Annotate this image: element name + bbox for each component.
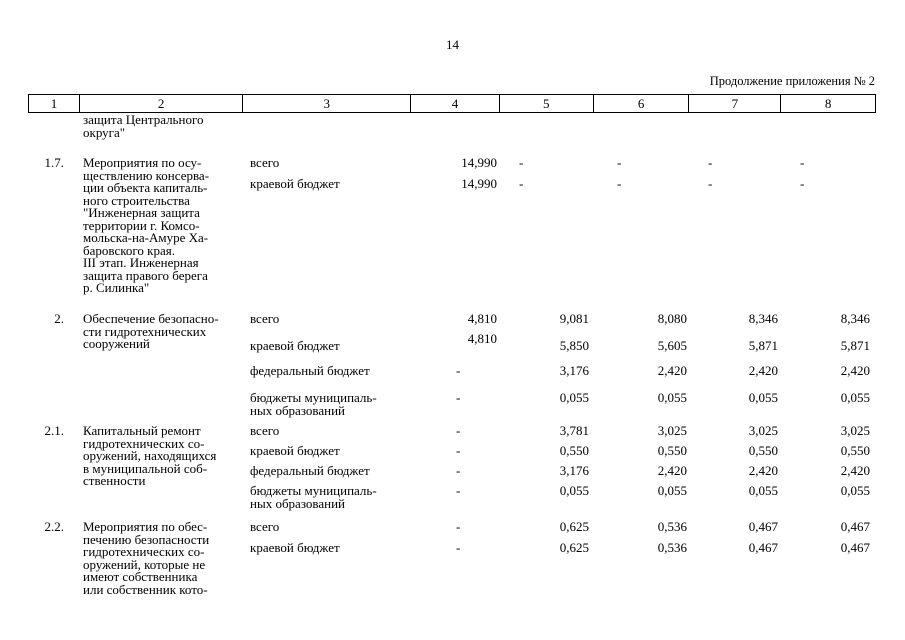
row-name-line: р. Силинка" bbox=[83, 280, 150, 295]
funding-source: краевой бюджет bbox=[250, 443, 340, 458]
value-cell: 3,025 bbox=[840, 423, 870, 438]
row-name-line: Капитальный ремонт bbox=[83, 423, 201, 438]
carry-over-text: защита Центрального bbox=[83, 112, 204, 127]
row-number: 2. bbox=[54, 311, 64, 326]
row-name-line: оружений, которые не bbox=[83, 556, 206, 572]
value-cell: 2,420 bbox=[748, 463, 778, 478]
funding-source: бюджеты муниципаль- bbox=[250, 483, 377, 498]
row-number: 1.7. bbox=[44, 155, 64, 170]
row-name-line: имеют собственника bbox=[83, 569, 198, 584]
value-cell: 5,605 bbox=[657, 338, 687, 353]
funding-source: федеральный бюджет bbox=[250, 363, 370, 378]
row-name-line: Мероприятия по осу- bbox=[83, 155, 202, 170]
value-cell: 8,346 bbox=[840, 311, 870, 326]
row-name-line: или собственник кото- bbox=[83, 581, 208, 597]
value-cell: - bbox=[519, 176, 524, 191]
row-name-line: гидротехнических со- bbox=[83, 544, 205, 559]
value-cell: 0,625 bbox=[559, 540, 589, 555]
value-cell: - bbox=[617, 176, 622, 191]
value-cell: 3,176 bbox=[559, 463, 589, 478]
funding-source: всего bbox=[250, 423, 280, 438]
row-name-line: ного строительства bbox=[83, 192, 190, 208]
value-cell: 0,550 bbox=[748, 443, 778, 458]
value-cell: 5,871 bbox=[748, 338, 778, 353]
value-cell: 0,055 bbox=[657, 390, 687, 405]
value-cell: 0,055 bbox=[559, 390, 589, 405]
value-cell: 2,420 bbox=[840, 463, 870, 478]
row-name-line: сооружений bbox=[83, 336, 150, 351]
value-cell: 0,055 bbox=[748, 483, 778, 498]
header-col-4: 4 bbox=[411, 95, 500, 112]
header-col-8: 8 bbox=[824, 96, 832, 111]
value-cell: 14,990 bbox=[461, 155, 497, 170]
funding-source: всего bbox=[250, 519, 280, 534]
value-cell: 2,420 bbox=[657, 363, 687, 378]
row-name-line: баровского края. bbox=[83, 242, 175, 258]
header-col-5: 5 bbox=[500, 95, 594, 112]
value-cell: - bbox=[456, 363, 461, 378]
row-number: 2.2. bbox=[44, 519, 64, 534]
value-cell: 0,536 bbox=[657, 540, 687, 555]
row-name-line: в муниципальной соб- bbox=[83, 460, 208, 476]
funding-source: краевой бюджет bbox=[250, 540, 340, 555]
value-cell: 14,990 bbox=[461, 176, 497, 191]
value-cell: 0,550 bbox=[840, 443, 870, 458]
header-col-2: 2 bbox=[80, 95, 244, 112]
value-cell: 2,420 bbox=[748, 363, 778, 378]
value-cell: 0,467 bbox=[748, 519, 778, 534]
funding-source: всего bbox=[250, 155, 280, 170]
value-cell: - bbox=[456, 483, 461, 498]
funding-source: всего bbox=[250, 311, 280, 326]
value-cell: 4,810 bbox=[467, 331, 497, 346]
value-cell: - bbox=[617, 155, 622, 170]
value-cell: - bbox=[456, 540, 461, 555]
value-cell: 2,420 bbox=[657, 463, 687, 478]
value-cell: - bbox=[456, 519, 461, 534]
funding-source: федеральный бюджет bbox=[250, 463, 370, 478]
funding-source: краевой бюджет bbox=[250, 338, 340, 353]
funding-source: бюджеты муниципаль- bbox=[250, 390, 377, 405]
funding-source: краевой бюджет bbox=[250, 176, 340, 191]
row-name-line: сти гидротехнических bbox=[83, 323, 207, 339]
value-cell: 3,025 bbox=[657, 423, 687, 438]
value-cell: 0,055 bbox=[559, 483, 589, 498]
value-cell: 8,346 bbox=[748, 311, 778, 326]
row-name-line: защита правого берега bbox=[83, 267, 208, 283]
row-name-line: гидротехнических со- bbox=[83, 435, 205, 451]
funding-source: ных образований bbox=[250, 402, 345, 418]
value-cell: 0,467 bbox=[840, 519, 870, 534]
row-name-line: территории г. Комсо- bbox=[83, 217, 200, 233]
table-header bbox=[28, 94, 876, 113]
row-name-line: ственности bbox=[83, 473, 146, 488]
header-col-6: 6 bbox=[594, 95, 690, 112]
value-cell: 0,055 bbox=[657, 483, 687, 498]
funding-source: ных образований bbox=[250, 495, 345, 511]
value-cell: 9,081 bbox=[559, 311, 589, 326]
row-name-line: мольска-на-Амуре Ха- bbox=[83, 230, 209, 245]
value-cell: 4,810 bbox=[467, 311, 497, 326]
value-cell: - bbox=[708, 176, 713, 191]
page-number: 14 bbox=[446, 37, 459, 52]
value-cell: - bbox=[456, 423, 461, 438]
value-cell: 0,550 bbox=[559, 443, 589, 458]
row-name-line: Обеспечение безопасно- bbox=[83, 311, 219, 326]
appendix-label: Продолжение приложения № 2 bbox=[709, 74, 875, 88]
value-cell: 0,467 bbox=[748, 540, 778, 555]
value-cell: 3,025 bbox=[748, 423, 778, 438]
value-cell: 0,467 bbox=[840, 540, 870, 555]
value-cell: - bbox=[456, 390, 461, 405]
row-name-line: оружений, находящихся bbox=[83, 448, 217, 463]
value-cell: 0,536 bbox=[657, 519, 687, 534]
value-cell: 2,420 bbox=[840, 363, 870, 378]
value-cell: 0,625 bbox=[559, 519, 589, 534]
value-cell: 5,871 bbox=[840, 338, 870, 353]
header-col-3: 3 bbox=[243, 95, 411, 112]
row-name-line: ществлению консерва- bbox=[83, 167, 210, 183]
value-cell: - bbox=[708, 155, 713, 170]
value-cell: - bbox=[456, 443, 461, 458]
row-number: 2.1. bbox=[44, 423, 64, 438]
row-name-line: печению безопасности bbox=[83, 531, 210, 547]
value-cell: 3,781 bbox=[559, 423, 589, 438]
value-cell: - bbox=[519, 155, 524, 170]
value-cell: - bbox=[456, 463, 461, 478]
row-name-line: III этап. Инженерная bbox=[83, 255, 199, 270]
row-name-line: ции объекта капиталь- bbox=[83, 180, 208, 195]
row-name-line: "Инженерная защита bbox=[83, 205, 200, 220]
value-cell: 0,550 bbox=[657, 443, 687, 458]
value-cell: - bbox=[800, 155, 805, 170]
value-cell: 0,055 bbox=[840, 390, 870, 405]
value-cell: 0,055 bbox=[748, 390, 778, 405]
header-col-7: 7 bbox=[689, 95, 781, 112]
value-cell: 3,176 bbox=[559, 363, 589, 378]
value-cell: 8,080 bbox=[657, 311, 687, 326]
value-cell: - bbox=[800, 176, 805, 191]
value-cell: 5,850 bbox=[559, 338, 589, 353]
row-name-line: Мероприятия по обес- bbox=[83, 519, 208, 534]
value-cell: 0,055 bbox=[840, 483, 870, 498]
carry-over-text: округа" bbox=[83, 124, 126, 140]
header-col-1: 1 bbox=[29, 95, 80, 112]
